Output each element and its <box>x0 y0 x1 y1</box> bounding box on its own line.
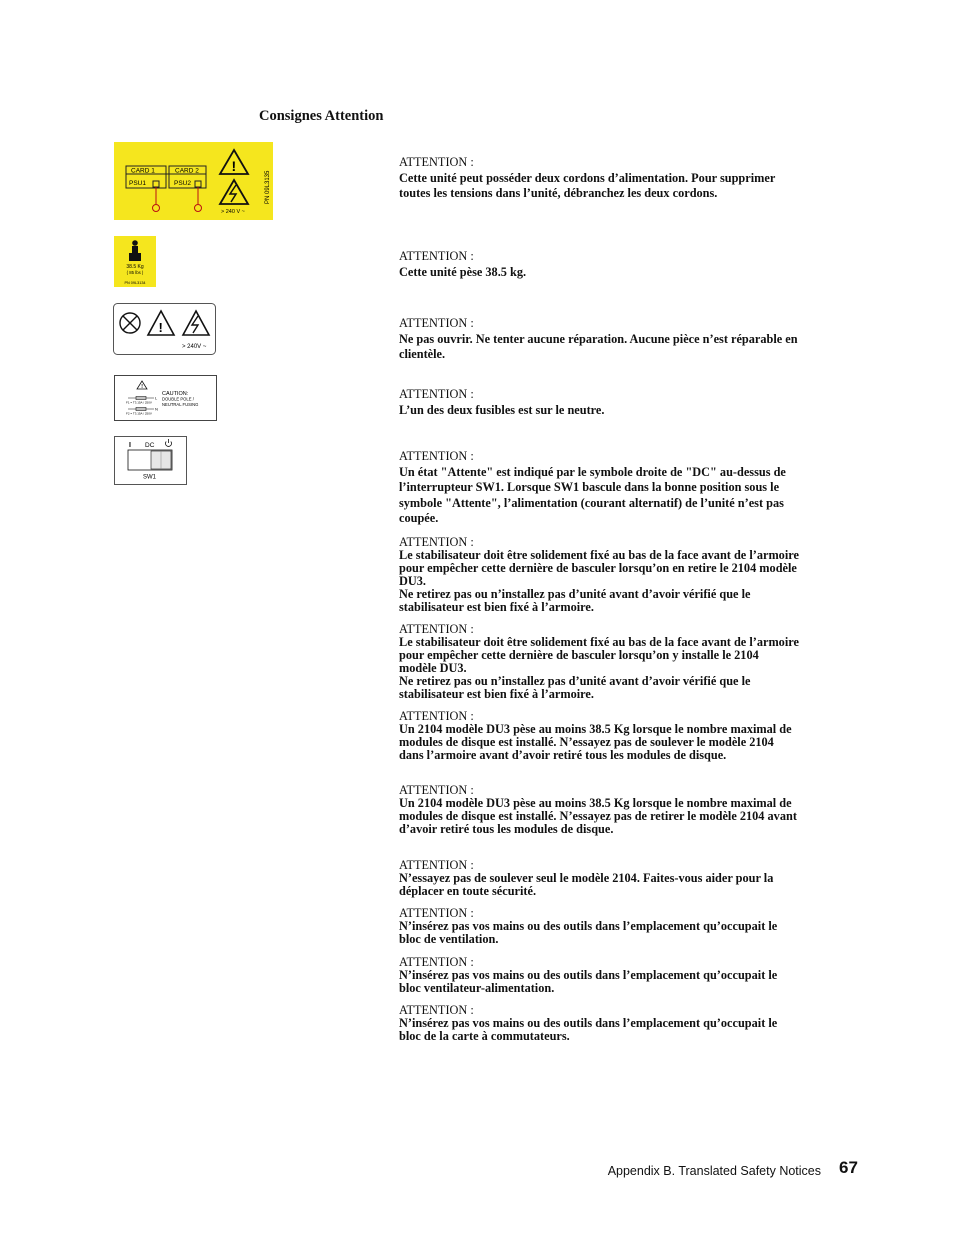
notice-body: Le stabilisateur doit être solidement fixé au bas de la face avant de l’armoire pour empêcher cette dernière de basculer lorsqu’on y installe le 2104 modèle DU3. <box>399 635 799 675</box>
notice-title: ATTENTION : <box>399 155 474 169</box>
notice-11 <box>399 907 799 946</box>
notice-title: ATTENTION : <box>399 622 474 636</box>
fuse-line1: DOUBLE POLE / <box>162 396 194 402</box>
notice-title: ATTENTION : <box>399 249 474 263</box>
weight-kg-text: 38.5 Kg <box>126 264 144 270</box>
notice-3 <box>399 316 799 363</box>
notice-title: ATTENTION : <box>399 316 474 330</box>
notice-10 <box>399 859 799 898</box>
switch-label <box>114 436 187 485</box>
notice-body: L’un des deux fusibles est sur le neutre. <box>399 402 605 417</box>
notice-9 <box>399 784 799 836</box>
notice-8 <box>399 710 799 762</box>
footer-text: Appendix B. Translated Safety Notices <box>607 1164 821 1178</box>
notice-body: Le stabilisateur doit être solidement fixé au bas de la face avant de l’armoire pour empêcher cette dernière de basculer lorsqu’on en retire le 2104 modèle DU3. <box>399 548 799 588</box>
notice-body: Ne retirez pas ou n’installez pas d’unité avant d’avoir vérifié que le stabilisateur est bien fixé à l’armoire. <box>399 674 751 701</box>
card2-text: CARD 2 <box>175 167 199 175</box>
fuse-line2: NEUTRAL FUSING <box>162 402 199 407</box>
card1-text: CARD 1 <box>131 167 155 175</box>
notice-13 <box>399 1004 799 1043</box>
notice-4 <box>399 387 799 418</box>
notice-body: N’insérez pas vos mains ou des outils dans l’emplacement qu’occupait le bloc ventilateur-alimentation. <box>399 968 778 995</box>
svg-text:!: ! <box>141 384 143 390</box>
notice-body: N’insérez pas vos mains ou des outils dans l’emplacement qu’occupait le bloc de la carte à commutateurs. <box>399 1016 778 1043</box>
fuse1-text: F1 = T3.15A / 250V <box>126 400 152 405</box>
notice-title: ATTENTION : <box>399 535 474 549</box>
notice-title: ATTENTION : <box>399 449 474 463</box>
notice-title: ATTENTION : <box>399 858 474 872</box>
notice-2 <box>399 249 799 280</box>
dc-text: DC <box>145 442 155 449</box>
notice-6 <box>399 536 799 614</box>
notice-body: N’insérez pas vos mains ou des outils dans l’emplacement qu’occupait le bloc de ventilation. <box>399 919 778 946</box>
notice-title: ATTENTION : <box>399 955 474 969</box>
notice-12 <box>399 956 799 995</box>
fuse-label <box>114 375 217 421</box>
notice-body: Ne pas ouvrir. Ne tenter aucune réparation. Aucune pièce n’est réparable en clientèle. <box>399 331 798 361</box>
notice-title: ATTENTION : <box>399 709 474 723</box>
notice-title: ATTENTION : <box>399 387 474 401</box>
notice-title: ATTENTION : <box>399 1003 474 1017</box>
notice-1 <box>399 155 799 202</box>
no-open-label <box>113 303 216 355</box>
svg-text:!: ! <box>231 158 237 174</box>
power-cords-label <box>114 142 273 220</box>
fuse-mark-l: L <box>155 395 158 401</box>
weight-label <box>114 236 156 287</box>
notice-5 <box>399 449 799 527</box>
notice-body: N’essayez pas de soulever seul le modèle 2104. Faites-vous aider pour la déplacer en toute sécurité. <box>399 871 774 898</box>
notice-7 <box>399 623 799 701</box>
notice-body: Cette unité pèse 38.5 kg. <box>399 264 527 279</box>
part-number-text: PN 09L3135 <box>265 170 271 204</box>
notice-body: Un 2104 modèle DU3 pèse au moins 38.5 Kg lorsque le nombre maximal de modules de disque est installé. N’essayez pas de retirer le modèle 2104 avant d’avoir retiré tous les modules de disque. <box>399 796 797 836</box>
on-mark: I <box>129 442 131 449</box>
notice-title: ATTENTION : <box>399 906 474 920</box>
svg-text:!: ! <box>158 320 163 335</box>
section-title: Consignes Attention <box>259 108 384 124</box>
voltage-text: > 240 V ~ <box>221 209 245 215</box>
notice-body: Cette unité peut posséder deux cordons d’alimentation. Pour supprimer toutes les tensions dans l’unité, débranchez les deux cordons. <box>399 170 776 200</box>
fuse-mark-n: N <box>155 406 158 412</box>
weight-part-number: PN 09L3134 <box>124 281 146 285</box>
notice-body: Un 2104 modèle DU3 pèse au moins 38.5 Kg lorsque le nombre maximal de modules de disque est installé. N’essayez pas de soulever le modèle 2104 dans l’armoire avant d’avoir retiré tous les modules de disque. <box>399 722 792 762</box>
psu1-text: PSU1 <box>129 180 146 187</box>
fuse2-text: F2 = T3.15A / 250V <box>126 411 152 416</box>
caution-text: CAUTION: <box>162 391 189 397</box>
notice-body: Un état "Attente" est indiqué par le symbole droite de "DC" au-dessus de l’interrupteur SW1. Lorsque SW1 bascule dans la bonne position sous le symbole "Attente", l’alimentation (courant alternatif) de l’unité n’est pas coupée. <box>399 464 786 525</box>
notice-body: Ne retirez pas ou n’installez pas d’unité avant d’avoir vérifié que le stabilisateur est bien fixé à l’armoire. <box>399 587 751 614</box>
weight-lbs-text: ( 85 lbs ) <box>126 270 144 275</box>
notice-title: ATTENTION : <box>399 783 474 797</box>
page-number: 67 <box>839 1158 858 1177</box>
psu2-text: PSU2 <box>174 180 191 187</box>
voltage-text: > 240V ~ <box>182 344 207 350</box>
switch-name-text: SW1 <box>143 474 157 481</box>
